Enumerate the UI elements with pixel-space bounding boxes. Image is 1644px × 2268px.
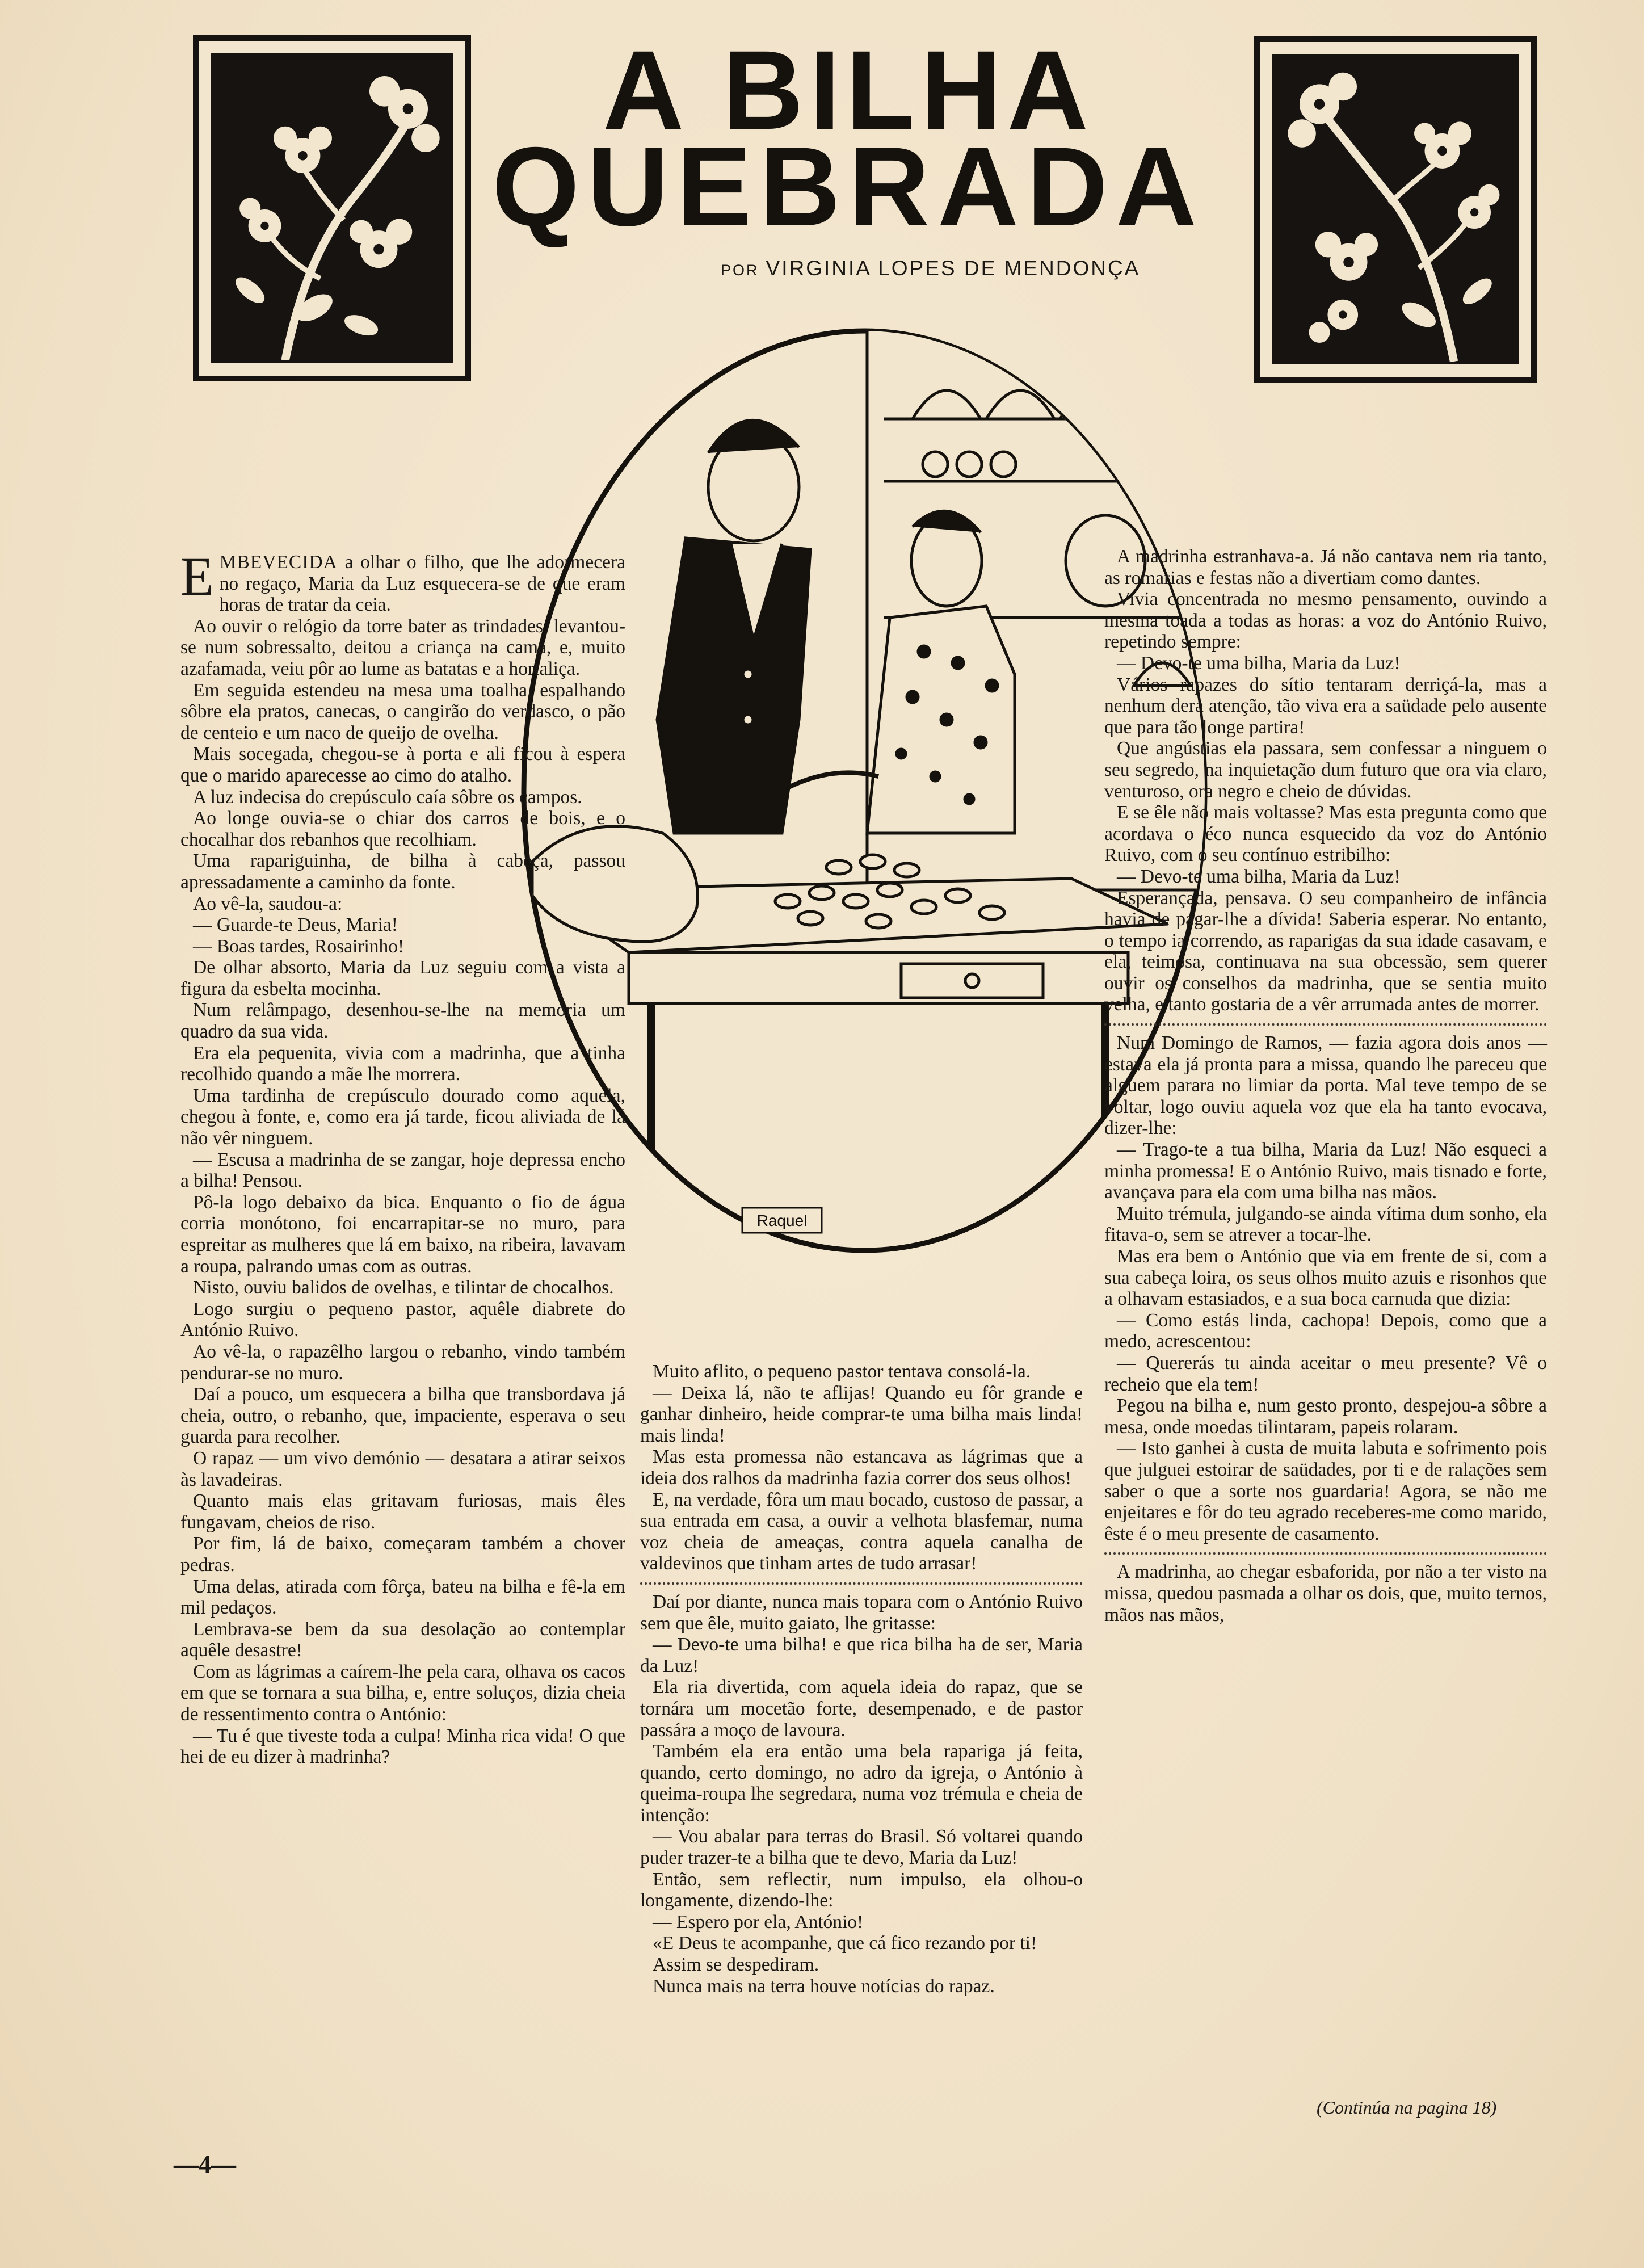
paragraph: Nunca mais na terra houve notícias do rapaz.: [653, 1975, 995, 1997]
article-title-line-1: A BILHA: [603, 27, 1094, 153]
paragraph: Então, sem reflectir, num impulso, ela olhou-o longamente, dizendo-lhe:: [640, 1868, 1083, 1912]
drop-cap: E: [180, 546, 214, 607]
paragraph: Lembrava-se bem da sua desolação ao contemplar aquêle desastre!: [180, 1618, 625, 1661]
paragraph: Também ela era então uma bela rapariga já feita, quando, certo domingo, no adro da igreja, o António à queima-roupa lhe segredara, numa voz trémula e cheia de intenção:: [640, 1741, 1083, 1826]
paragraph: Esperançada, pensava. O seu companheiro de infância havia de pagar-lhe a dívida! Saberia esperar. No entanto, o tempo ia correndo, as raparigas da sua idade casavam, e ela, teimosa, continuava na sua obcessão, sem querer ouvir os conselhos da madrinha, que se sentia muito velha, e tanto gostaria de a vêr arrumada antes de morrer.: [1104, 887, 1547, 1015]
paragraph: Uma rapariguinha, de bilha à cabeça, passou apressadamente a caminho da fonte.: [180, 850, 625, 893]
paragraph: Era ela pequenita, vivia com a madrinha, que a tinha recolhido quando a mãe lhe morrera.: [180, 1042, 625, 1085]
paragraph: Ao longe ouvia-se o chiar dos carros de bois, e o chocalhar dos rebanhos que recolhiam.: [180, 808, 625, 850]
byline-prefix: POR: [721, 262, 759, 279]
paragraph: Em seguida estendeu na mesa uma toalha, espalhando sôbre ela pratos, canecas, o cangirão do verdasco, o pão de centeio e um naco de queijo de ovelha.: [180, 679, 625, 744]
right-floral-ornament: [1254, 36, 1537, 383]
paragraph: — Quererás tu ainda aceitar o meu presente? Vê o recheio que ela tem!: [1104, 1352, 1547, 1395]
column-2-section-b: [640, 1591, 1083, 1997]
paragraph: — Trago-te a tua bilha, Maria da Luz! Não esqueci a minha promessa! E o António Ruivo, mais tisnado e forte, avançava para ela com uma bilha nas mãos.: [1104, 1139, 1547, 1203]
lead-paragraph: [180, 546, 625, 616]
paragraph: Assim se despediram.: [653, 1954, 819, 1976]
column-1: [180, 546, 625, 1768]
paragraph: Pegou na bilha e, num gesto pronto, despejou-a sôbre a mesa, onde moedas tilintaram, papeis rolaram.: [1104, 1395, 1547, 1438]
paragraph: — Guarde-te Deus, Maria!: [193, 914, 398, 936]
paragraph: Ao vê-la, o rapazêlho largou o rebanho, vindo também pendurar-se no muro.: [180, 1341, 625, 1384]
paragraph: A madrinha, ao chegar esbaforida, por não a ter visto na missa, quedou pasmada a olhar os dois, que, muito ternos, mãos nas mãos,: [1104, 1561, 1547, 1626]
byline: [721, 257, 1140, 280]
paragraph: — Espero por ela, António!: [653, 1911, 864, 1933]
paragraph: A luz indecisa do crepúsculo caía sôbre os campos.: [193, 786, 582, 808]
paragraph: Ao ouvir o relógio da torre bater as trindades, levantou-se num sobressalto, deitou a criança na cama, e, muito azafamada, veiu pôr ao lume as batatas e a hortaliça.: [180, 615, 625, 679]
lead-smallcaps: MBEVECIDA: [219, 552, 338, 573]
column-3-section-a: [1104, 546, 1547, 1015]
paragraph: Que angústias ela passara, sem confessar a ninguem o seu segredo, na inquietação dum futuro que ora via claro, venturoso, ora negro e cheio de dúvidas.: [1104, 738, 1547, 802]
paragraph: De olhar absorto, Maria da Luz seguiu com a vista a figura da esbelta mocinha.: [180, 957, 625, 999]
paragraph: A madrinha estranhava-a. Já não cantava nem ria tanto, as romarias e festas não a divertiam como dantes.: [1104, 546, 1547, 589]
paragraph: Vários rapazes do sítio tentaram derriçá-la, mas a nenhum dera atenção, tão viva era a saüdade pelo ausente que para tão longe partira!: [1104, 674, 1547, 738]
column-2: [640, 1361, 1083, 1997]
page-number: —4—: [174, 2151, 236, 2178]
author-name: VIRGINIA LOPES DE MENDONÇA: [766, 257, 1141, 280]
floral-icon: [214, 56, 450, 360]
section-divider: [1104, 1023, 1547, 1026]
paragraph: Pô-la logo debaixo da bica. Enquanto o fio de água corria monótono, foi encarrapitar-se no muro, para espreitar as mulheres que lá em baixo, na ribeira, lavavam a roupa, palrando umas com as outras.: [180, 1191, 625, 1277]
paragraph: Quanto mais elas gritavam furiosas, mais êles fungavam, cheios de riso.: [180, 1490, 625, 1533]
paragraph: Muito aflito, o pequeno pastor tentava consolá-la.: [653, 1361, 1031, 1382]
paragraph: Com as lágrimas a caírem-lhe pela cara, olhava os cacos em que se tornara a sua bilha, e, entre soluços, dizia cheia de ressentimento contra o António:: [180, 1661, 625, 1725]
paragraph: Logo surgiu o pequeno pastor, aquêle diabrete do António Ruivo.: [180, 1298, 625, 1341]
section-divider: [640, 1582, 1083, 1585]
paragraph: Daí por diante, nunca mais topara com o António Ruivo sem que êle, muito gaiato, lhe gritasse:: [640, 1591, 1083, 1634]
paragraph: — Devo-te uma bilha! e que rica bilha ha de ser, Maria da Luz!: [640, 1634, 1083, 1677]
paragraph: — Escusa a madrinha de se zangar, hoje depressa encho a bilha! Pensou.: [180, 1149, 625, 1192]
illustrator-signature: Raquel: [756, 1212, 808, 1229]
paragraph: Uma delas, atirada com fôrça, bateu na bilha e fê-la em mil pedaços.: [180, 1576, 625, 1619]
paragraph: — Devo-te uma bilha, Maria da Luz!: [1117, 866, 1401, 887]
paragraph: — Vou abalar para terras do Brasil. Só voltarei quando puder trazer-te a bilha que te devo, Maria da Luz!: [640, 1826, 1083, 1869]
paragraph: «E Deus te acompanhe, que cá fico rezando por ti!: [653, 1933, 1037, 1954]
paragraph: Num relâmpago, desenhou-se-lhe na memória um quadro da sua vida.: [180, 999, 625, 1043]
paragraph: Mas esta promessa não estancava as lágrimas que a ideia dos ralhos da madrinha fazia correr dos seus olhos!: [640, 1446, 1083, 1489]
lead-rest: a olhar o filho, que lhe adormecera no regaço, Maria da Luz esquecera-se de que eram horas de tratar da ceia.: [219, 552, 625, 616]
paragraph: — Devo-te uma bilha, Maria da Luz!: [1117, 652, 1401, 674]
paragraph: Mais socegada, chegou-se à porta e ali ficou à espera que o marido aparecesse ao cimo do atalho.: [180, 744, 625, 786]
column-3-section-b: [1104, 1032, 1547, 1544]
paragraph: O rapaz — um vivo demónio — desatara a atirar seixos às lavadeiras.: [180, 1447, 625, 1490]
paragraph: E, na verdade, fôra um mau bocado, custoso de passar, a sua entrada em casa, a ouvir a velhota blasfemar, numa voz cheia de ameaças, contra aquela canalha de valdevinos que tinham artes de tudo arrasar!: [640, 1489, 1083, 1574]
paragraph: Ao vê-la, saudou-a:: [193, 893, 343, 914]
section-divider: [1104, 1552, 1547, 1555]
paragraph: — Deixa lá, não te aflijas! Quando eu fôr grande e ganhar dinheiro, heide comprar-te uma bilha mais linda! mais linda!: [640, 1382, 1083, 1446]
paragraph: — Como estás linda, cachopa! Depois, como que a medo, acrescentou:: [1104, 1309, 1547, 1353]
column-2-section-a: [640, 1361, 1083, 1574]
paragraph: E se êle não mais voltasse? Mas esta pregunta como que acordava o éco nunca esquecido da voz do António Ruivo, com o seu contínuo estribilho:: [1104, 802, 1547, 866]
paragraph: — Isto ganhei à custa de muita labuta e sofrimento pois que julguei estoirar de saüdades, por ti e de ralações sem saber o que a sorte nos guardaria! Agora, se não me enjeitares e fôr do teu agrado receberes-me como marido, êste é o meu presente de casamento.: [1104, 1438, 1547, 1544]
paragraph: Nisto, ouviu balidos de ovelhas, e tilintar de chocalhos.: [193, 1277, 614, 1299]
paragraph: Muito trémula, julgando-se ainda vítima dum sonho, ela fitava-o, sem se atrever a tocar-lhe.: [1104, 1203, 1547, 1246]
paragraph: Daí a pouco, um esquecera a bilha que transbordava já cheia, outro, o rebanho, que, impaciente, esperava o seu guarda para recolher.: [180, 1384, 625, 1448]
floral-icon: [1275, 57, 1516, 362]
paragraph: Vivia concentrada no mesmo pensamento, ouvindo a mesma toada a todas as horas: a voz do António Ruivo, repetindo sempre:: [1104, 589, 1547, 653]
column-3: [1104, 546, 1547, 1626]
paragraph: Uma tardinha de crepúsculo dourado como aquela, chegou à fonte, e, como era já tarde, ficou aliviada de lá não vêr ninguem.: [180, 1085, 625, 1149]
paragraph: — Tu é que tiveste toda a culpa! Minha rica vida! O que hei de eu dizer à madrinha?: [180, 1725, 625, 1768]
left-floral-ornament: [193, 35, 471, 381]
paragraph: Mas era bem o António que via em frente de si, com a sua cabeça loira, os seus olhos muito azuis e risonhos que a olhavam estasiados, e a sua boca carnuda que dizia:: [1104, 1246, 1547, 1310]
paragraph: Por fim, lá de baixo, começaram também a chover pedras.: [180, 1533, 625, 1576]
column-3-section-c: [1104, 1561, 1547, 1626]
paragraph: — Boas tardes, Rosairinho!: [193, 935, 405, 957]
article-title-line-2: QUEBRADA: [491, 124, 1205, 249]
column-1-paragraphs: [180, 616, 625, 1768]
paragraph: Num Domingo de Ramos, — fazia agora dois anos — estava ela já pronta para a missa, quando lhe pareceu que alguem parara no limiar da porta. Mal teve tempo de se voltar, logo ouviu aquela voz que ela ha tanto evocava, dizer-lhe:: [1104, 1032, 1547, 1139]
continuation-note: (Continúa na pagina 18): [1317, 2097, 1497, 2118]
paragraph: Ela ria divertida, com aquela ideia do rapaz, que se tornára um mocetão forte, desempenado, e de pastor passára a moço de lavoura.: [640, 1677, 1083, 1741]
